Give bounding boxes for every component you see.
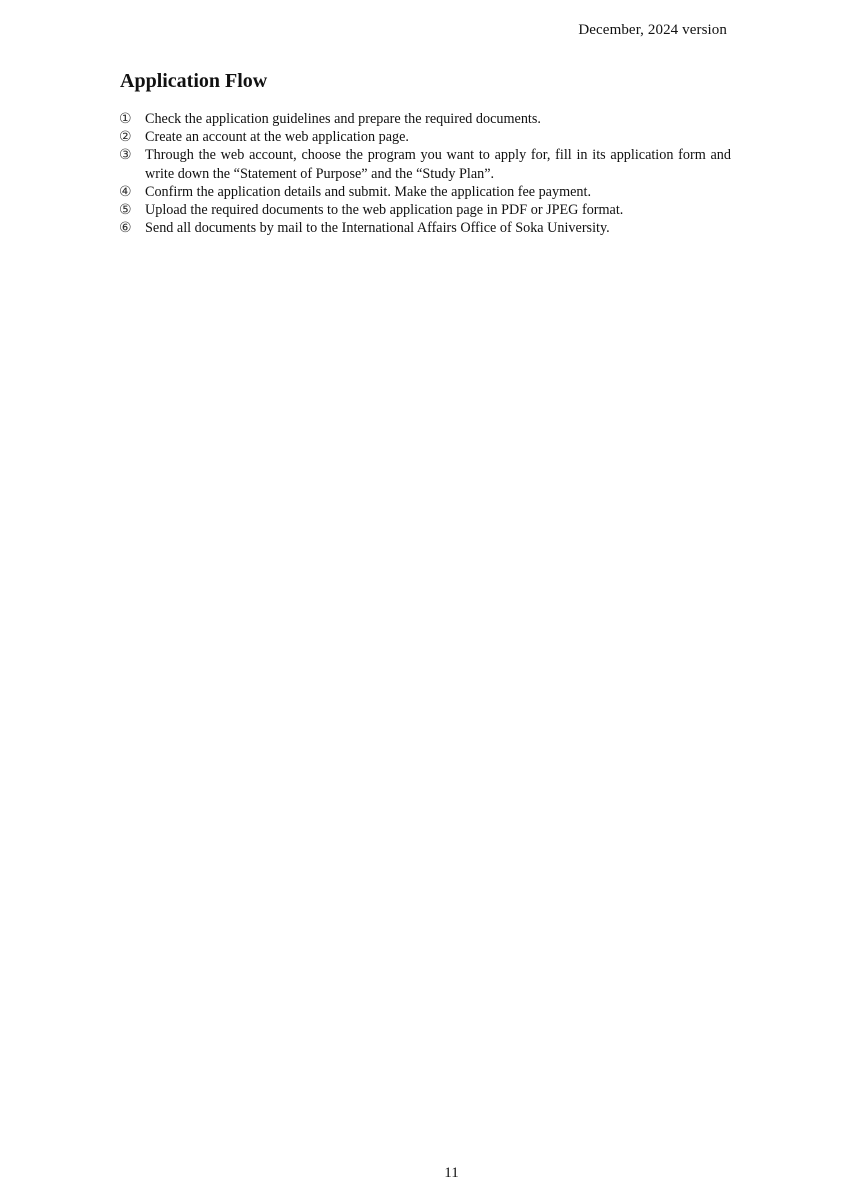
step-text: Upload the required documents to the web application page in PDF or JPEG format. — [145, 202, 624, 219]
list-item — [119, 110, 731, 128]
step-text: Through the web account, choose the program you want to apply for, fill in its application form and write down the “Statement of Purpose” and the “Study Plan”. — [145, 147, 731, 182]
step-number: ③ — [119, 147, 132, 164]
step-number: ② — [119, 129, 132, 146]
page-number: 11 — [444, 1165, 459, 1181]
step-number: ⑤ — [119, 202, 132, 219]
step-text: Send all documents by mail to the International Affairs Office of Soka University. — [145, 220, 610, 237]
list-item — [119, 219, 731, 237]
document-version: December, 2024 version — [578, 22, 727, 38]
list-item — [119, 146, 731, 182]
step-text: Confirm the application details and submit. Make the application fee payment. — [145, 183, 591, 200]
section-title: Application Flow — [120, 70, 268, 92]
application-steps-list — [119, 110, 731, 237]
step-number: ⑥ — [119, 220, 132, 237]
step-number: ① — [119, 111, 132, 127]
step-number: ④ — [119, 183, 132, 200]
step-text: Check the application guidelines and prepare the required documents. — [145, 111, 541, 127]
step-text: Create an account at the web application page. — [145, 129, 409, 146]
list-item — [119, 128, 731, 146]
list-item — [119, 183, 731, 201]
list-item — [119, 201, 731, 219]
